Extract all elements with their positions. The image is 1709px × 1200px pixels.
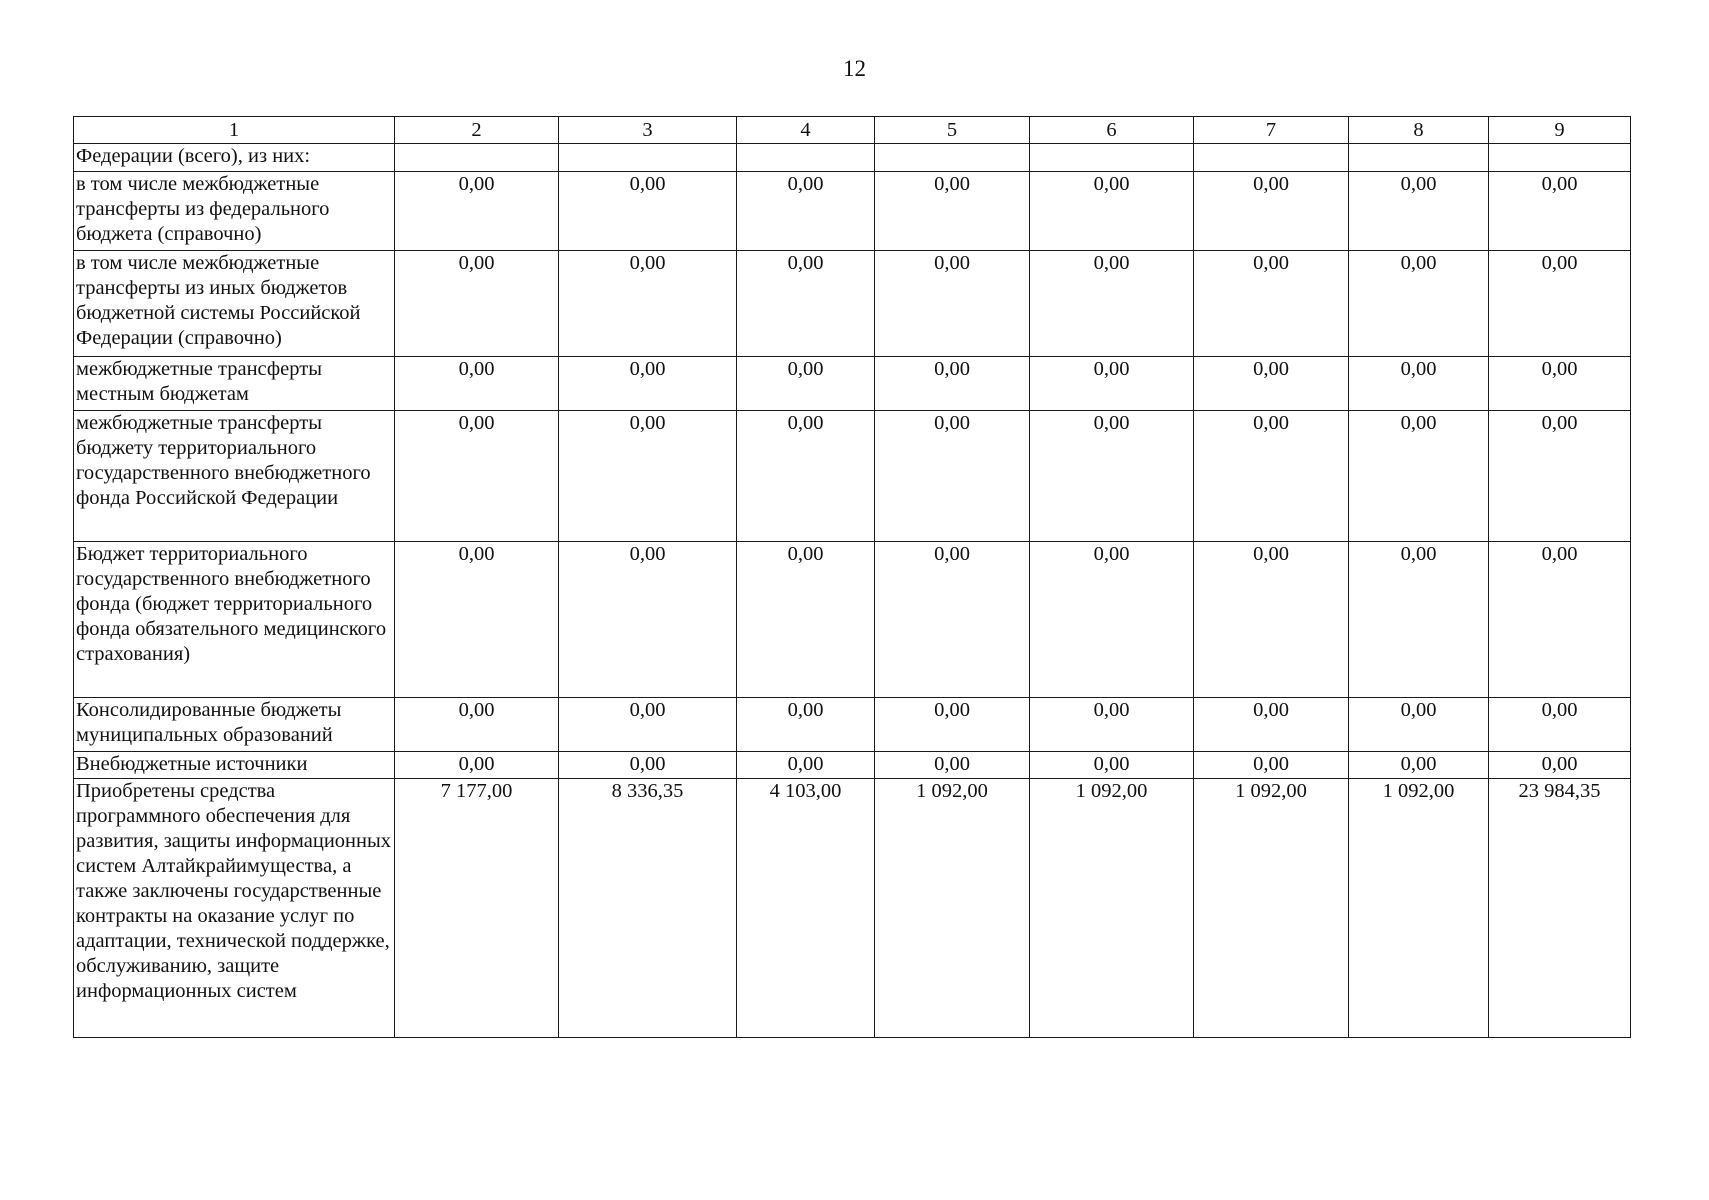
cell-value: 0,00 — [1349, 411, 1489, 542]
row-label: Бюджет территориального государственного внебюджетного фонда (бюджет территориального фонда обязательного медицинского страхования) — [74, 542, 395, 698]
cell-value: 0,00 — [1489, 542, 1631, 698]
column-header: 8 — [1349, 117, 1489, 144]
cell-value: 7 177,00 — [395, 779, 559, 1038]
table-row — [74, 172, 1631, 251]
cell-value: 0,00 — [1489, 357, 1631, 411]
cell-value: 0,00 — [1349, 542, 1489, 698]
column-header: 9 — [1489, 117, 1631, 144]
cell-value: 0,00 — [1030, 251, 1194, 357]
table-row — [74, 144, 1631, 172]
row-label: Консолидированные бюджеты муниципальных образований — [74, 698, 395, 752]
column-header: 4 — [737, 117, 875, 144]
cell-value: 1 092,00 — [1030, 779, 1194, 1038]
cell-value: 0,00 — [737, 172, 875, 251]
cell-value: 0,00 — [737, 752, 875, 779]
row-label: межбюджетные трансферты бюджету территориального государственного внебюджетного фонда Российской Федерации — [74, 411, 395, 542]
table-row — [74, 752, 1631, 779]
row-label: в том числе межбюджетные трансферты из иных бюджетов бюджетной системы Российской Федерации (справочно) — [74, 251, 395, 357]
cell-value: 0,00 — [875, 251, 1030, 357]
cell-value: 0,00 — [1194, 357, 1349, 411]
cell-value: 0,00 — [875, 357, 1030, 411]
row-label: Федерации (всего), из них: — [74, 144, 395, 172]
row-label: Приобретены средства программного обеспечения для развития, защиты информационных систем Алтайкрайимущества, а также заключены государственные контракты на оказание услуг по адаптации, технической поддержке, обслуживанию, защите информационных систем — [74, 779, 395, 1038]
cell-value: 0,00 — [1194, 752, 1349, 779]
cell-value: 0,00 — [1194, 411, 1349, 542]
cell-value — [1349, 144, 1489, 172]
cell-value: 0,00 — [1489, 251, 1631, 357]
cell-value: 0,00 — [559, 357, 737, 411]
cell-value: 0,00 — [1349, 357, 1489, 411]
cell-value: 0,00 — [559, 752, 737, 779]
cell-value: 0,00 — [1489, 411, 1631, 542]
cell-value: 0,00 — [1489, 752, 1631, 779]
column-header: 7 — [1194, 117, 1349, 144]
cell-value: 0,00 — [1030, 172, 1194, 251]
cell-value: 0,00 — [1489, 172, 1631, 251]
table-row — [74, 779, 1631, 1038]
cell-value: 0,00 — [875, 752, 1030, 779]
cell-value: 23 984,35 — [1489, 779, 1631, 1038]
cell-value — [1030, 144, 1194, 172]
cell-value — [559, 144, 737, 172]
cell-value: 0,00 — [1030, 752, 1194, 779]
column-header: 5 — [875, 117, 1030, 144]
table-header-row — [74, 117, 1631, 144]
cell-value: 0,00 — [737, 698, 875, 752]
row-label: в том числе межбюджетные трансферты из федерального бюджета (справочно) — [74, 172, 395, 251]
cell-value: 0,00 — [737, 251, 875, 357]
cell-value — [875, 144, 1030, 172]
cell-value: 0,00 — [1194, 172, 1349, 251]
cell-value: 0,00 — [559, 698, 737, 752]
cell-value: 0,00 — [1349, 698, 1489, 752]
cell-value: 1 092,00 — [875, 779, 1030, 1038]
page-number: 12 — [843, 56, 866, 81]
cell-value — [1194, 144, 1349, 172]
row-label: Внебюджетные источники — [74, 752, 395, 779]
table-row — [74, 251, 1631, 357]
column-header: 6 — [1030, 117, 1194, 144]
cell-value — [737, 144, 875, 172]
cell-value: 0,00 — [1030, 542, 1194, 698]
cell-value: 0,00 — [1489, 698, 1631, 752]
cell-value: 0,00 — [737, 542, 875, 698]
cell-value: 0,00 — [1194, 542, 1349, 698]
cell-value: 0,00 — [1030, 357, 1194, 411]
cell-value: 0,00 — [395, 251, 559, 357]
cell-value: 0,00 — [1194, 251, 1349, 357]
cell-value: 0,00 — [1030, 411, 1194, 542]
cell-value: 0,00 — [737, 357, 875, 411]
cell-value: 0,00 — [395, 698, 559, 752]
cell-value: 0,00 — [395, 752, 559, 779]
cell-value: 1 092,00 — [1349, 779, 1489, 1038]
cell-value: 0,00 — [875, 172, 1030, 251]
cell-value — [1489, 144, 1631, 172]
table-row — [74, 698, 1631, 752]
cell-value: 0,00 — [737, 411, 875, 542]
cell-value: 0,00 — [395, 172, 559, 251]
table-row — [74, 542, 1631, 698]
table-row — [74, 411, 1631, 542]
cell-value: 0,00 — [559, 251, 737, 357]
cell-value: 0,00 — [1194, 698, 1349, 752]
cell-value: 0,00 — [559, 172, 737, 251]
cell-value: 0,00 — [875, 542, 1030, 698]
cell-value: 0,00 — [395, 542, 559, 698]
column-header: 1 — [74, 117, 395, 144]
cell-value: 0,00 — [875, 411, 1030, 542]
cell-value: 0,00 — [1030, 698, 1194, 752]
budget-table — [73, 116, 1631, 1038]
cell-value: 8 336,35 — [559, 779, 737, 1038]
cell-value: 0,00 — [559, 411, 737, 542]
table-row — [74, 357, 1631, 411]
row-label: межбюджетные трансферты местным бюджетам — [74, 357, 395, 411]
cell-value: 0,00 — [395, 357, 559, 411]
cell-value: 0,00 — [1349, 172, 1489, 251]
column-header: 3 — [559, 117, 737, 144]
cell-value: 0,00 — [1349, 752, 1489, 779]
cell-value: 0,00 — [875, 698, 1030, 752]
cell-value: 0,00 — [1349, 251, 1489, 357]
cell-value: 1 092,00 — [1194, 779, 1349, 1038]
cell-value: 0,00 — [395, 411, 559, 542]
cell-value: 4 103,00 — [737, 779, 875, 1038]
column-header: 2 — [395, 117, 559, 144]
cell-value: 0,00 — [559, 542, 737, 698]
cell-value — [395, 144, 559, 172]
